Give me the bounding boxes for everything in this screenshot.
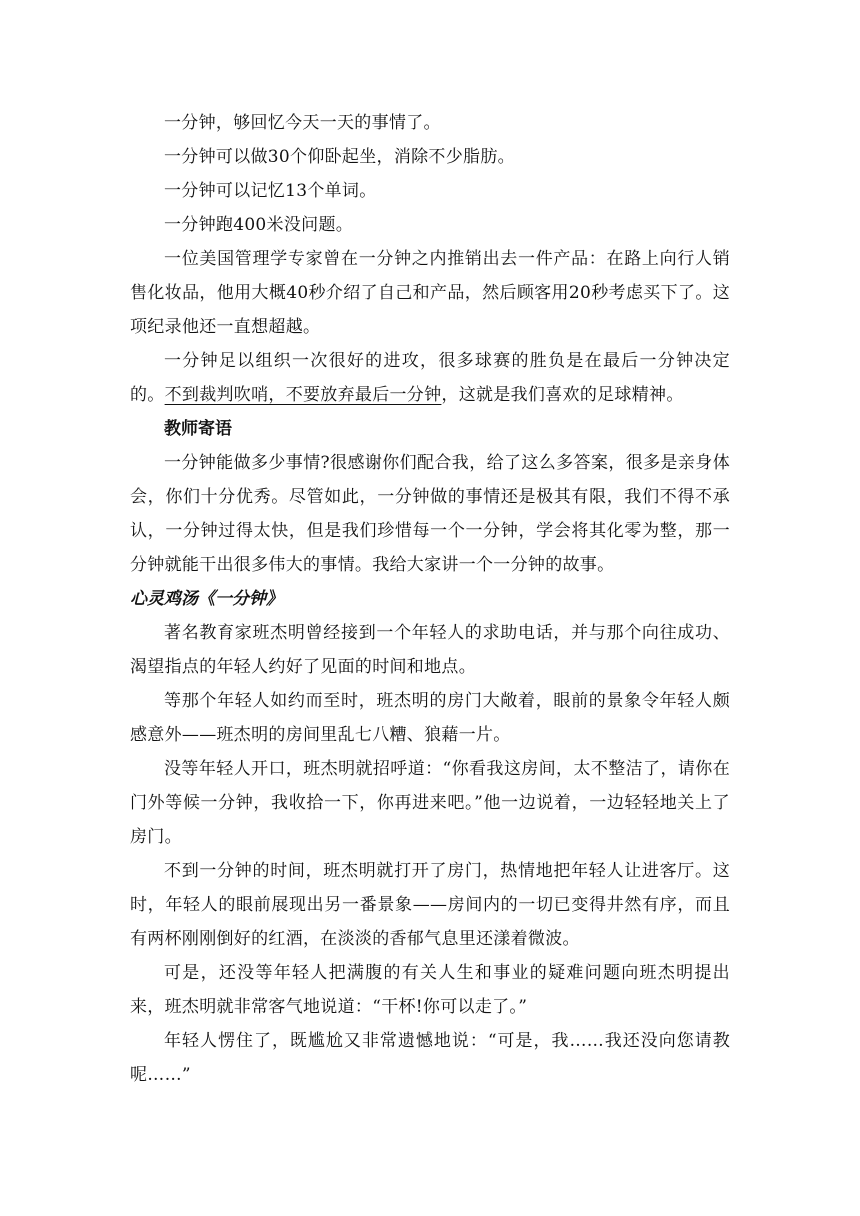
paragraph-football — [130, 344, 730, 412]
football-text-end: ，这就是我们喜欢的足球精神。 — [441, 385, 684, 405]
teacher-heading: 教师寄语 — [164, 419, 232, 439]
paragraph-salesman: 一位美国管理学专家曾在一分钟之内推销出去一件产品：在路上向行人销售化妆品，他用大概40秒介绍了自己和产品，然后顾客用20秒考虑买下了。这项纪录他还一直想超越。 — [130, 249, 730, 337]
paragraph-recall: 一分钟，够回忆今天一天的事情了。 — [164, 113, 441, 133]
story-paragraph-5: 可是，还没等年轻人把满腹的有关人生和事业的疑难问题向班杰明提出来，班杰明就非常客气地说道：“干杯!你可以走了。” — [130, 963, 730, 1017]
story-paragraph-2: 等那个年轻人如约而至时，班杰明的房门大敞着，眼前的景象令年轻人颇感意外——班杰明的房间里乱七八糟、狼藉一片。 — [130, 691, 730, 745]
paragraph-words: 一分钟可以记忆13个单词。 — [164, 181, 377, 201]
story-paragraph-4: 不到一分钟的时间，班杰明就打开了房门，热情地把年轻人让进客厅。这时，年轻人的眼前展现出另一番景象——房间内的一切已变得井然有序，而且有两杯刚刚倒好的红酒，在淡淡的香郁气息里还漾着微波。 — [130, 861, 730, 949]
story-paragraph-3: 没等年轻人开口，班杰明就招呼道：“你看我这房间，太不整洁了，请你在门外等候一分钟，我收拾一下，你再进来吧。”他一边说着，一边轻轻地关上了房门。 — [130, 759, 730, 847]
teacher-paragraph: 一分钟能做多少事情?很感谢你们配合我，给了这么多答案，很多是亲身体会，你们十分优秀。尽管如此，一分钟做的事情还是极其有限，我们不得不承认，一分钟过得太快，但是我们珍惜每一个一分钟，学会将其化零为整，那一分钟就能干出很多伟大的事情。我给大家讲一个一分钟的故事。 — [130, 453, 730, 575]
paragraph-run: 一分钟跑400米没问题。 — [164, 215, 354, 235]
football-underlined-text: 不到裁判吹哨，不要放弃最后一分钟 — [164, 385, 442, 405]
story-heading: 心灵鸡汤《一分钟》 — [130, 589, 283, 609]
story-paragraph-1: 著名教育家班杰明曾经接到一个年轻人的求助电话，并与那个向往成功、渴望指点的年轻人约好了见面的时间和地点。 — [130, 623, 730, 677]
football-text-start: 一分钟足以组织一次很好的进攻，很多球赛的胜负是在最后一分钟决定的。 — [130, 351, 730, 405]
story-paragraph-6: 年轻人愣住了，既尴尬又非常遗憾地说：“可是，我……我还没向您请教呢……” — [130, 1031, 730, 1085]
paragraph-situps: 一分钟可以做30个仰卧起坐，消除不少脂肪。 — [164, 147, 515, 167]
document-page — [130, 106, 730, 1092]
